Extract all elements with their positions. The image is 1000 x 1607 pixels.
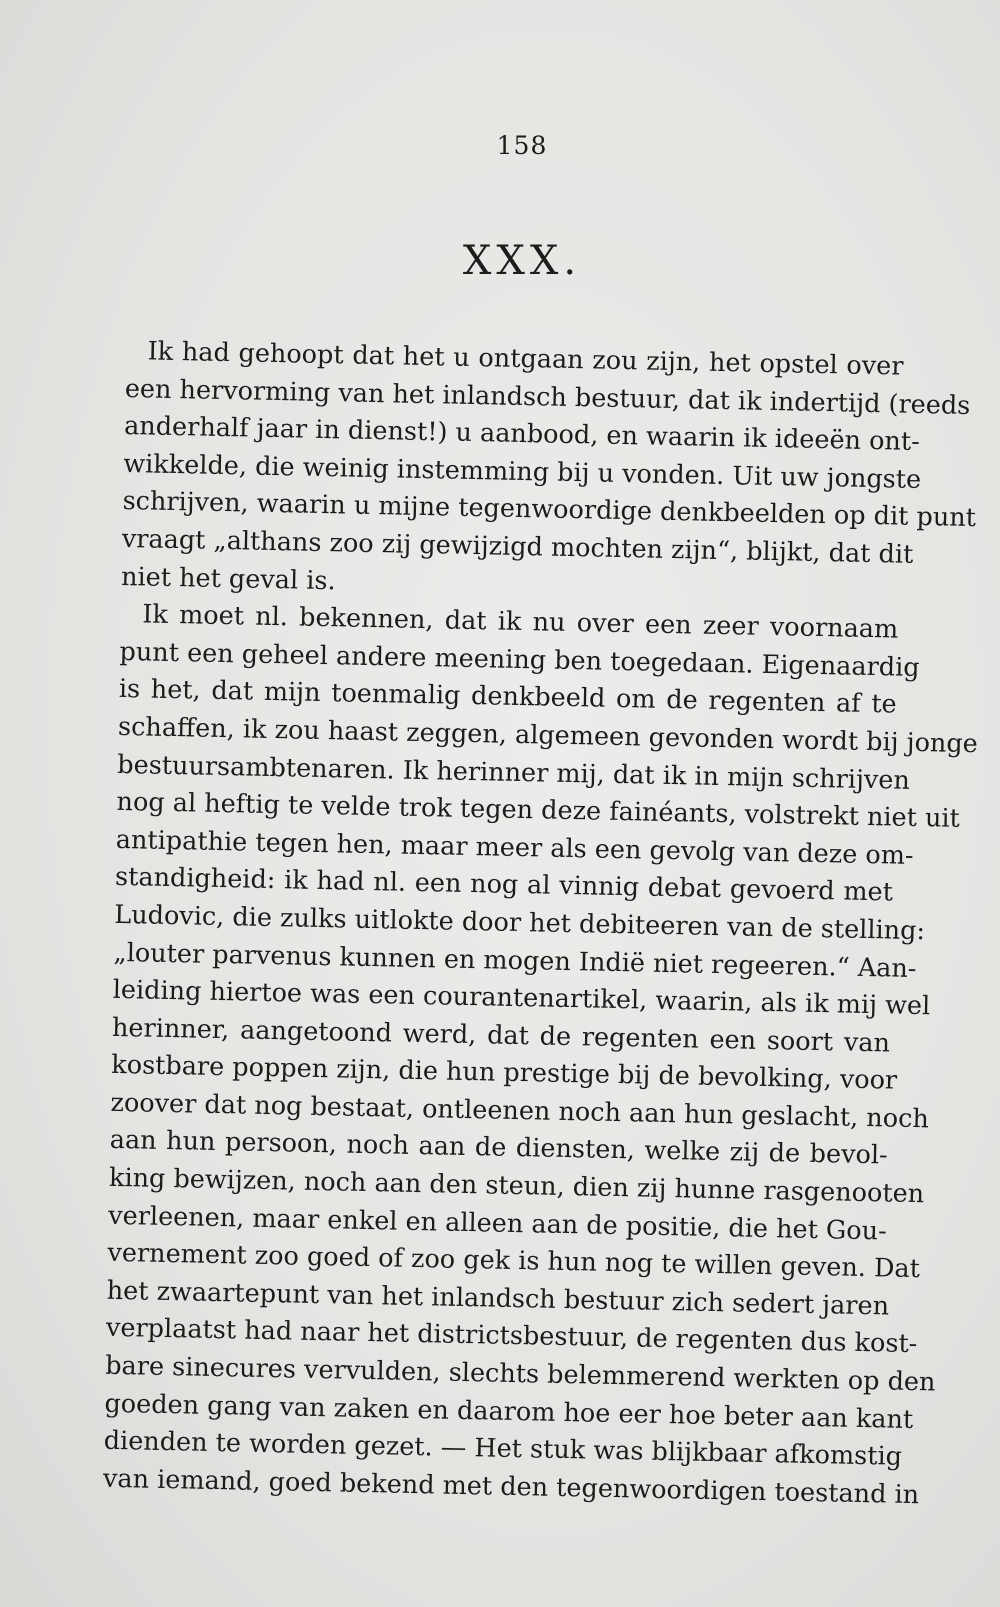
- text-line: aan hun persoon, noch aan de diensten, welke zij de bevol-: [109, 1125, 888, 1171]
- text-line: nog al heftig te velde trok tegen deze fainéants, volstrekt niet uit: [116, 787, 961, 834]
- text-line: verplaatst had naar het districtsbestuur, de regenten dus kost-: [105, 1313, 918, 1360]
- text-line: van iemand, goed bekend met den tegenwoordigen toestand in: [102, 1463, 920, 1510]
- page-number: 158: [496, 131, 548, 160]
- text-line: leiding hiertoe was een courantenartikel, waarin, als ik mij wel: [112, 974, 931, 1022]
- text-line: schaffen, ik zou haast zeggen, algemeen gevonden wordt bij jonge: [117, 711, 979, 760]
- text-line: Ik moet nl. bekennen, dat ik nu over een zeer voornaam: [142, 599, 899, 645]
- text-line: vernement zoo goed of zoo gek is hun nog te willen geven. Dat: [107, 1238, 921, 1285]
- chapter-heading: XXX.: [462, 238, 582, 284]
- text-line: het zwaartepunt van het inlandsch bestuur zich sedert jaren: [106, 1275, 890, 1322]
- text-line: verleenen, maar enkel en alleen aan de positie, die het Gou-: [107, 1200, 888, 1247]
- text-line: niet het geval is.: [120, 561, 336, 596]
- text-line: anderhalf jaar in dienst!) u aanbood, en waarin ik ideeën ont-: [123, 411, 921, 458]
- text-line: Ludovic, die zulks uitlokte door het debiteeren van de stelling:: [114, 899, 926, 947]
- text-line: punt een geheel andere meening ben toegedaan. Eigenaardig: [119, 636, 920, 683]
- text-line: is het, dat mijn toenmalig denkbeeld om de regenten af te: [118, 674, 897, 720]
- text-line: standigheid: ik had nl. een nog al vinnig debat gevoerd met: [114, 862, 894, 908]
- text-line: dienden te worden gezet. — Het stuk was blijkbaar afkomstig: [103, 1425, 903, 1473]
- text-line: kostbare poppen zijn, die hun prestige bij de bevolking, voor: [111, 1050, 898, 1096]
- text-line: schrijven, waarin u mijne tegenwoordige denkbeelden op dit punt: [122, 486, 977, 534]
- text-line: vraagt „althans zoo zij gewijzigd mochten zijn“, blijkt, dat dit: [121, 523, 914, 570]
- text-line: herinner, aangetoond werd, dat de regenten een soort van: [111, 1012, 891, 1059]
- text-line: Ik had gehoopt dat het u ontgaan zou zijn, het opstel over: [147, 336, 904, 382]
- body-text: [102, 333, 979, 1514]
- text-line: bare sinecures vervulden, slechts belemmerend werkten op den: [104, 1350, 936, 1398]
- text-line: goeden gang van zaken en daarom hoe eer hoe beter aan kant: [104, 1388, 914, 1435]
- text-line: king bewijzen, noch aan den steun, dien zij hunne rasgenooten: [108, 1162, 925, 1210]
- text-line: bestuursambtenaren. Ik herinner mij, dat ik in mijn schrijven: [117, 749, 911, 796]
- text-line: wikkelde, die weinig instemming bij u vonden. Uit uw jongste: [123, 448, 922, 495]
- text-line: een hervorming van het inlandsch bestuur, dat ik indertijd (reeds: [124, 373, 971, 421]
- text-line: zoover dat nog bestaat, ontleenen noch aan hun geslacht, noch: [110, 1087, 930, 1135]
- text-line: antipathie tegen hen, maar meer als een gevolg van deze om-: [115, 824, 914, 871]
- text-line: „louter parvenus kunnen en mogen Indië niet regeeren.“ Aan-: [113, 937, 917, 984]
